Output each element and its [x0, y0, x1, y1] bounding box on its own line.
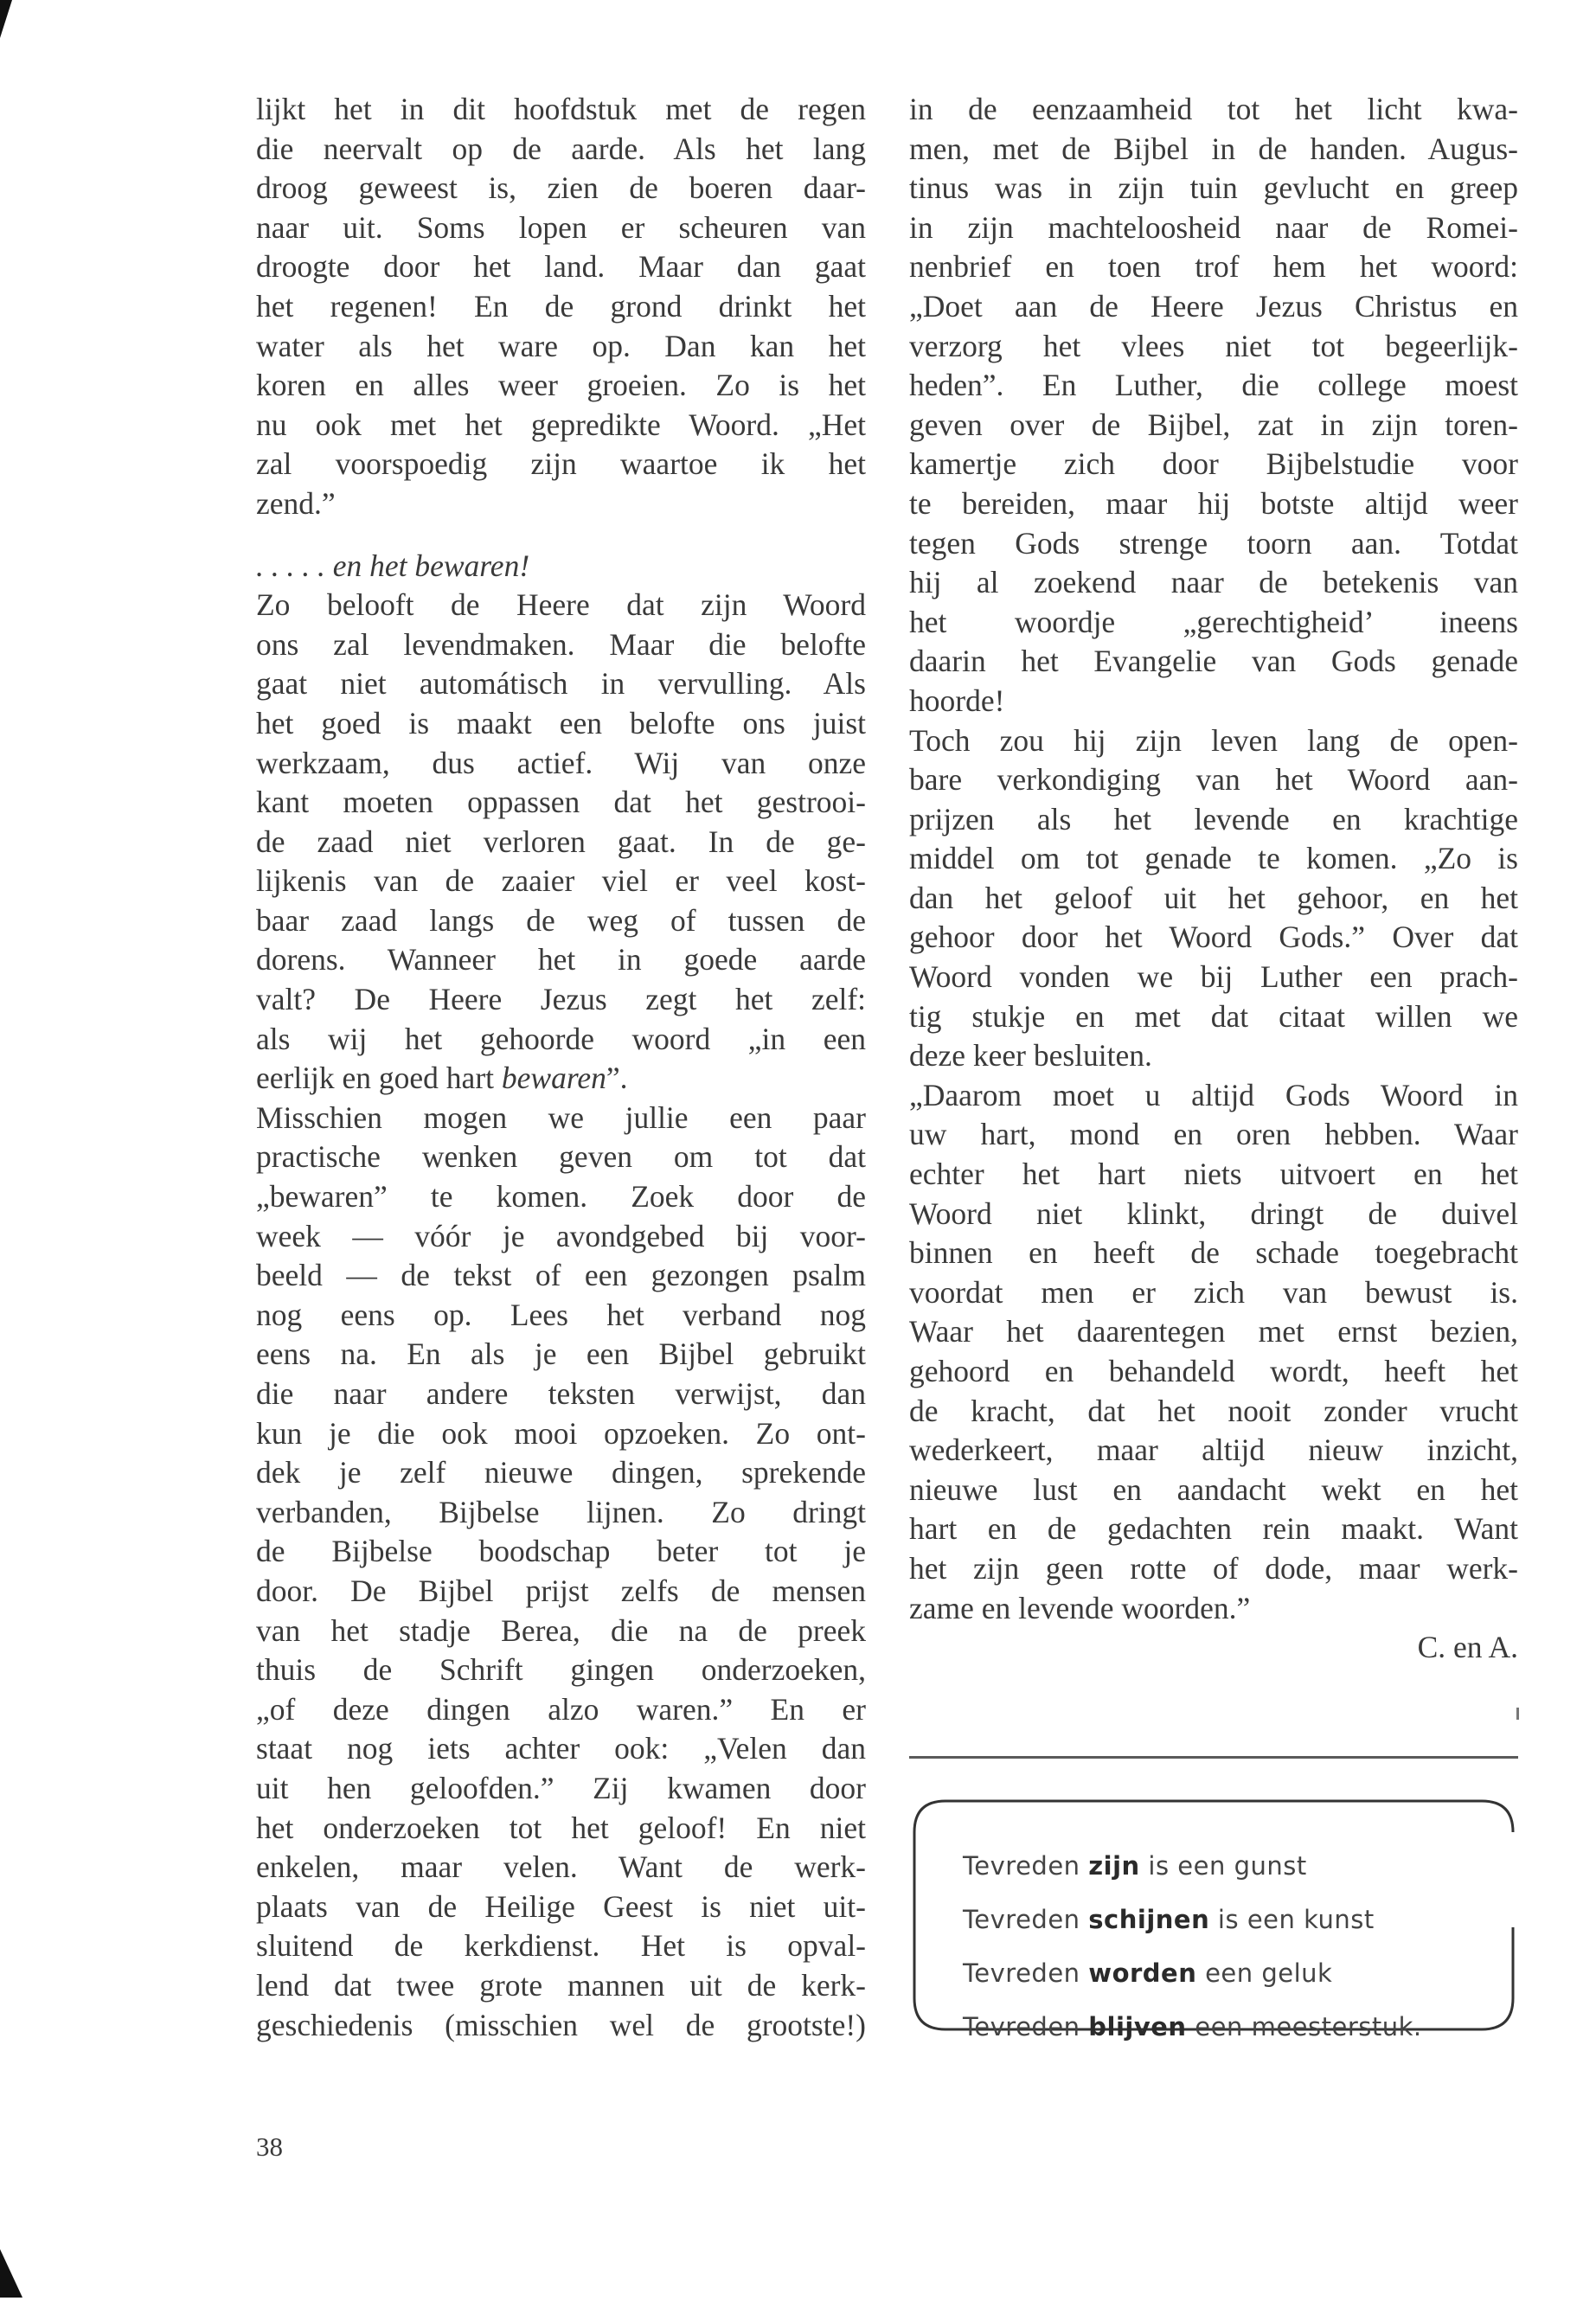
text-line: hart en de gedachten rein maakt. Want	[909, 1511, 1518, 1547]
text-line: zend.”	[256, 485, 336, 521]
text-line: practische wenken geven om tot dat	[256, 1139, 866, 1175]
proverb-box	[911, 1798, 1516, 2041]
text-line: de zaad niet verloren gaat. In de ge-	[256, 824, 866, 859]
text-line: lend dat twee grote mannen uit de kerk-	[256, 1967, 866, 2003]
right-text-column	[909, 90, 1518, 1668]
text-line: te bereiden, maar hij botste altijd weer	[909, 485, 1518, 521]
text-line: kamertje zich door Bijbelstudie voor	[909, 446, 1518, 482]
text-line: het onderzoeken tot het geloof! En niet	[256, 1810, 866, 1845]
text-line: Zo belooft de Heere dat zijn Woord	[256, 587, 866, 623]
text-line: deze keer besluiten.	[909, 1038, 1152, 1074]
text-line: beeld — de tekst of een gezongen psalm	[256, 1258, 866, 1293]
section-heading: . . . . . en het bewaren!	[256, 548, 530, 583]
text-line: droogte door het land. Maar dan gaat	[256, 249, 866, 285]
text-line: wederkeert, maar altijd nieuw inzicht,	[909, 1433, 1518, 1468]
text-line: het regenen! En de grond drinkt het	[256, 288, 866, 324]
text-line: tegen Gods strenge toorn aan. Totdat	[909, 525, 1518, 561]
text-line: lijkenis van de zaaier viel er veel kost-	[256, 863, 866, 899]
text-line: als wij het gehoorde woord „in een	[256, 1021, 866, 1056]
text-line: verzorg het vlees niet tot begeerlijk-	[909, 328, 1518, 363]
text-line: geven over de Bijbel, zat in zijn toren-	[909, 407, 1518, 442]
text-line: Woord niet klinkt, dringt de duivel	[909, 1195, 1518, 1231]
text-line: prijzen als het levende en krachtige	[909, 801, 1518, 836]
scan-corner-mark-top	[0, 0, 12, 38]
proverb-emphasis: schijnen	[1088, 1905, 1210, 1934]
text-line: de kracht, dat het nooit zonder vrucht	[909, 1393, 1518, 1428]
text-line: sluitend de kerkdienst. Het is opval-	[256, 1928, 866, 1964]
proverb-emphasis: worden	[1088, 1958, 1197, 1988]
text-line: het goed is maakt een belofte ons juist	[256, 705, 866, 740]
text-line: enkelen, maar velen. Want de werk-	[256, 1849, 866, 1885]
text-line: lijkt het in dit hoofdstuk met de regen	[256, 92, 866, 126]
text-line: thuis de Schrift gingen onderzoeken,	[256, 1652, 866, 1688]
proverb-text: Tevreden	[963, 2012, 1089, 2041]
text-line: baar zaad langs de weg of tussen de	[256, 902, 866, 938]
text-line: nenbrief en toen trof hem het woord:	[909, 249, 1518, 285]
text-line: eerlijk en goed hart bewaren”.	[256, 1061, 628, 1096]
left-text-column	[256, 90, 866, 2045]
text-line: dorens. Wanneer het in goede aarde	[256, 942, 866, 977]
text-line: water als het ware op. Dan kan het	[256, 328, 866, 363]
text-line: Toch zou hij zijn leven lang de open-	[909, 722, 1518, 758]
text-line: tinus was in zijn tuin gevlucht en greep	[909, 170, 1518, 206]
text-line: bare verkondiging van het Woord aan-	[909, 762, 1518, 798]
text-line: die naar andere teksten verwijst, dan	[256, 1376, 866, 1411]
text-line: binnen en heeft de schade toegebracht	[909, 1235, 1518, 1271]
text-line: eens na. En als je een Bijbel gebruikt	[256, 1336, 866, 1372]
proverb-line	[963, 2000, 1422, 2054]
section-divider	[909, 1756, 1518, 1759]
text-line: voordat men er zich van bewust is.	[909, 1274, 1518, 1310]
proverb-text: is een gunst	[1139, 1851, 1307, 1881]
proverb-line	[963, 1946, 1422, 2000]
text-line: gehoord en behandeld wordt, heeft het	[909, 1354, 1518, 1388]
text-line: daarin het Evangelie van Gods genade	[909, 644, 1518, 679]
proverb-text: een meesterstuk.	[1186, 2012, 1422, 2041]
text-line: hoorde!	[909, 683, 1005, 718]
text-line: ons zal levendmaken. Maar die belofte	[256, 626, 866, 662]
proverb-text: een geluk	[1196, 1958, 1333, 1988]
proverb-emphasis: zijn	[1088, 1851, 1140, 1881]
text-line: zal voorspoedig zijn waartoe ik het	[256, 446, 866, 482]
text-line: uw hart, mond en oren hebben. Waar	[909, 1117, 1518, 1152]
text-line: kant moeten oppassen dat het gestrooi-	[256, 785, 866, 820]
text-line: werkzaam, dus actief. Wij van onze	[256, 745, 866, 780]
text-line: gehoor door het Woord Gods.” Over dat	[909, 920, 1518, 955]
text-line: in zijn machteloosheid naar de Romei-	[909, 209, 1518, 245]
text-line: geschiedenis (misschien wel de grootste!)	[256, 2007, 866, 2042]
text-line: heden”. En Luther, die college moest	[909, 368, 1518, 403]
text-line: Misschien mogen we jullie een paar	[256, 1099, 866, 1135]
text-line: gaat niet automátisch in vervulling. Als	[256, 666, 866, 702]
signature: C. en A.	[1417, 1630, 1518, 1665]
text-line: zame en levende woorden.”	[909, 1590, 1251, 1625]
text-line: „Doet aan de Heere Jezus Christus en	[909, 288, 1518, 324]
text-line: door. De Bijbel prijst zelfs de mensen	[256, 1573, 866, 1608]
proverb-text: Tevreden	[963, 1905, 1089, 1934]
text-line: dan het geloof uit het gehoor, en het	[909, 880, 1518, 915]
text-line: kun je die ook mooi opzoeken. Zo ont-	[256, 1415, 866, 1451]
text-line: die neervalt op de aarde. Als het lang	[256, 131, 866, 166]
text-line: „of deze dingen alzo waren.” En er	[256, 1691, 866, 1727]
text-line: droog geweest is, zien de boeren daar-	[256, 170, 866, 206]
text-line: tig stukje en met dat citaat willen we	[909, 998, 1518, 1034]
paragraph-gap	[256, 524, 866, 547]
text-line: plaats van de Heilige Geest is niet uit-	[256, 1888, 866, 1924]
text-line: hij al zoekend naar de betekenis van	[909, 565, 1518, 600]
text-line: van het stadje Berea, die na de preek	[256, 1612, 866, 1648]
text-line: naar uit. Soms lopen er scheuren van	[256, 209, 866, 245]
text-line: de Bijbelse boodschap beter tot je	[256, 1534, 866, 1569]
text-line: nog eens op. Lees het verband nog	[256, 1297, 866, 1332]
proverb-line	[963, 1893, 1422, 1946]
text-line: het zijn geen rotte of dode, maar werk-	[909, 1550, 1518, 1586]
scan-corner-mark-bottom	[0, 2249, 22, 2298]
proverb-text: Tevreden	[963, 1851, 1089, 1881]
text-line: „bewaren” te komen. Zoek door de	[256, 1179, 866, 1215]
text-line: echter het hart niets uitvoert en het	[909, 1157, 1518, 1192]
text-line: „Daarom moet u altijd Gods Woord in	[909, 1077, 1518, 1112]
text-line: koren en alles weer groeien. Zo is het	[256, 368, 866, 403]
scan-speck	[1516, 1708, 1519, 1720]
text-line: in de eenzaamheid tot het licht kwa-	[909, 92, 1518, 126]
text-line: nieuwe lust en aandacht wekt en het	[909, 1471, 1518, 1507]
text-line: valt? De Heere Jezus zegt het zelf:	[256, 982, 866, 1017]
text-line: staat nog iets achter ook: „Velen dan	[256, 1731, 866, 1766]
text-line: middel om tot genade te komen. „Zo is	[909, 841, 1518, 876]
text-line: Waar het daarentegen met ernst bezien,	[909, 1314, 1518, 1349]
page-number: 38	[256, 2131, 283, 2162]
proverb-emphasis: blijven	[1088, 2012, 1187, 2041]
text-line: verbanden, Bijbelse lijnen. Zo dringt	[256, 1494, 866, 1529]
text-line: het woordje „gerechtigheid’ ineens	[909, 604, 1518, 639]
proverb-text: is een kunst	[1209, 1905, 1375, 1934]
proverb-lines	[963, 1839, 1422, 2054]
text-line: nu ook met het gepredikte Woord. „Het	[256, 407, 866, 442]
text-line: men, met de Bijbel in de handen. Augus-	[909, 131, 1518, 166]
emphasis: bewaren	[501, 1061, 606, 1096]
text-line: dek je zelf nieuwe dingen, sprekende	[256, 1455, 866, 1490]
text-line: Woord vonden we bij Luther een prach-	[909, 959, 1518, 995]
text-line: uit hen geloofden.” Zij kwamen door	[256, 1770, 866, 1805]
text-line: week — vóór je avondgebed bij voor-	[256, 1218, 866, 1253]
proverb-line	[963, 1839, 1422, 1893]
proverb-text: Tevreden	[963, 1958, 1089, 1988]
